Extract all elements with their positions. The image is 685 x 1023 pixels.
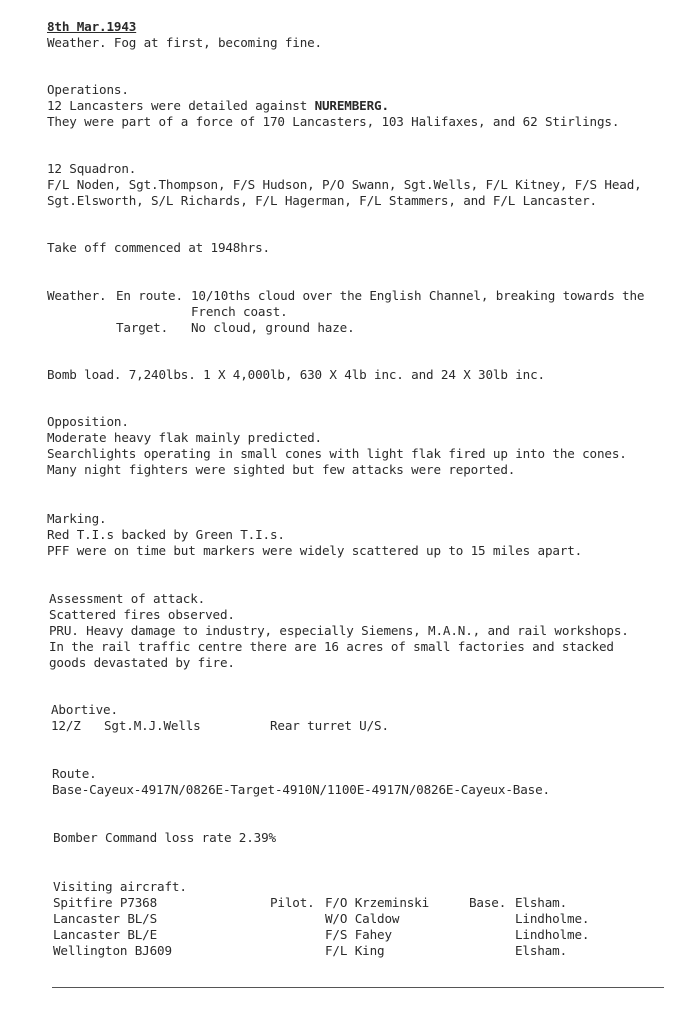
opposition-line-3: Many night fighters were sighted but few attacks were reported. bbox=[47, 462, 516, 477]
visiting-pilot: F/S Fahey bbox=[325, 927, 392, 942]
operations-heading: Operations. bbox=[47, 82, 129, 97]
footer-divider bbox=[52, 987, 664, 988]
operations-force: They were part of a force of 170 Lancasters, 103 Halifaxes, and 62 Stirlings. bbox=[47, 114, 620, 129]
operations-detail-text: 12 Lancasters were detailed against bbox=[47, 98, 315, 113]
weather-summary: Weather. Fog at first, becoming fine. bbox=[47, 35, 322, 50]
squadron-heading: 12 Squadron. bbox=[47, 161, 137, 176]
assessment-line-2: PRU. Heavy damage to industry, especially Siemens, M.A.N., and rail workshops. bbox=[49, 623, 629, 638]
en-route-line-1: 10/10ths cloud over the English Channel, breaking towards the bbox=[191, 288, 645, 303]
opposition-line-2: Searchlights operating in small cones with light flak fired up into the cones. bbox=[47, 446, 627, 461]
base-label: Base. bbox=[469, 895, 507, 910]
bomb-load: Bomb load. 7,240lbs. 1 X 4,000lb, 630 X 4lb inc. and 24 X 30lb inc. bbox=[47, 367, 545, 382]
abortive-code: 12/Z bbox=[51, 718, 81, 733]
assessment-heading: Assessment of attack. bbox=[49, 591, 206, 606]
assessment-line-3: In the rail traffic centre there are 16 acres of small factories and stacked bbox=[49, 639, 614, 654]
entry-date: 8th Mar.1943 bbox=[47, 19, 137, 34]
squadron-crews-1: F/L Noden, Sgt.Thompson, F/S Hudson, P/O Swann, Sgt.Wells, F/L Kitney, F/S Head, bbox=[47, 177, 642, 192]
abortive-heading: Abortive. bbox=[51, 702, 118, 717]
visiting-aircraft: Spitfire P7368 bbox=[53, 895, 158, 910]
abortive-name: Sgt.M.J.Wells bbox=[104, 718, 201, 733]
visiting-base: Elsham. bbox=[515, 943, 568, 958]
en-route-label: En route. bbox=[116, 288, 183, 303]
visiting-aircraft: Lancaster BL/E bbox=[53, 927, 158, 942]
opposition-line-1: Moderate heavy flak mainly predicted. bbox=[47, 430, 322, 445]
squadron-crews-2: Sgt.Elsworth, S/L Richards, F/L Hagerman, F/L Stammers, and F/L Lancaster. bbox=[47, 193, 597, 208]
loss-rate: Bomber Command loss rate 2.39% bbox=[53, 830, 276, 845]
marking-line-2: PFF were on time but markers were widely scattered up to 15 miles apart. bbox=[47, 543, 583, 558]
pilot-label: Pilot. bbox=[270, 895, 315, 910]
marking-heading: Marking. bbox=[47, 511, 107, 526]
weather-label: Weather. bbox=[47, 288, 107, 303]
visiting-aircraft: Lancaster BL/S bbox=[53, 911, 158, 926]
visiting-pilot: F/L King bbox=[325, 943, 385, 958]
visiting-base: Lindholme. bbox=[515, 927, 590, 942]
visiting-base: Elsham. bbox=[515, 895, 568, 910]
target-weather-text: No cloud, ground haze. bbox=[191, 320, 355, 335]
visiting-pilot: W/O Caldow bbox=[325, 911, 400, 926]
visiting-base: Lindholme. bbox=[515, 911, 590, 926]
visiting-heading: Visiting aircraft. bbox=[53, 879, 187, 894]
operations-target: NUREMBERG. bbox=[314, 98, 389, 113]
route-heading: Route. bbox=[52, 766, 97, 781]
opposition-heading: Opposition. bbox=[47, 414, 129, 429]
assessment-line-1: Scattered fires observed. bbox=[49, 607, 235, 622]
abortive-reason: Rear turret U/S. bbox=[270, 718, 389, 733]
assessment-line-4: goods devastated by fire. bbox=[49, 655, 235, 670]
route-text: Base-Cayeux-4917N/0826E-Target-4910N/1100E-4917N/0826E-Cayeux-Base. bbox=[52, 782, 550, 797]
visiting-aircraft: Wellington BJ609 bbox=[53, 943, 172, 958]
en-route-line-2: French coast. bbox=[191, 304, 288, 319]
operations-detail bbox=[47, 98, 389, 114]
takeoff-time: Take off commenced at 1948hrs. bbox=[47, 240, 270, 255]
visiting-pilot: F/O Krzeminski bbox=[325, 895, 430, 910]
target-weather-label: Target. bbox=[116, 320, 169, 335]
marking-line-1: Red T.I.s backed by Green T.I.s. bbox=[47, 527, 285, 542]
